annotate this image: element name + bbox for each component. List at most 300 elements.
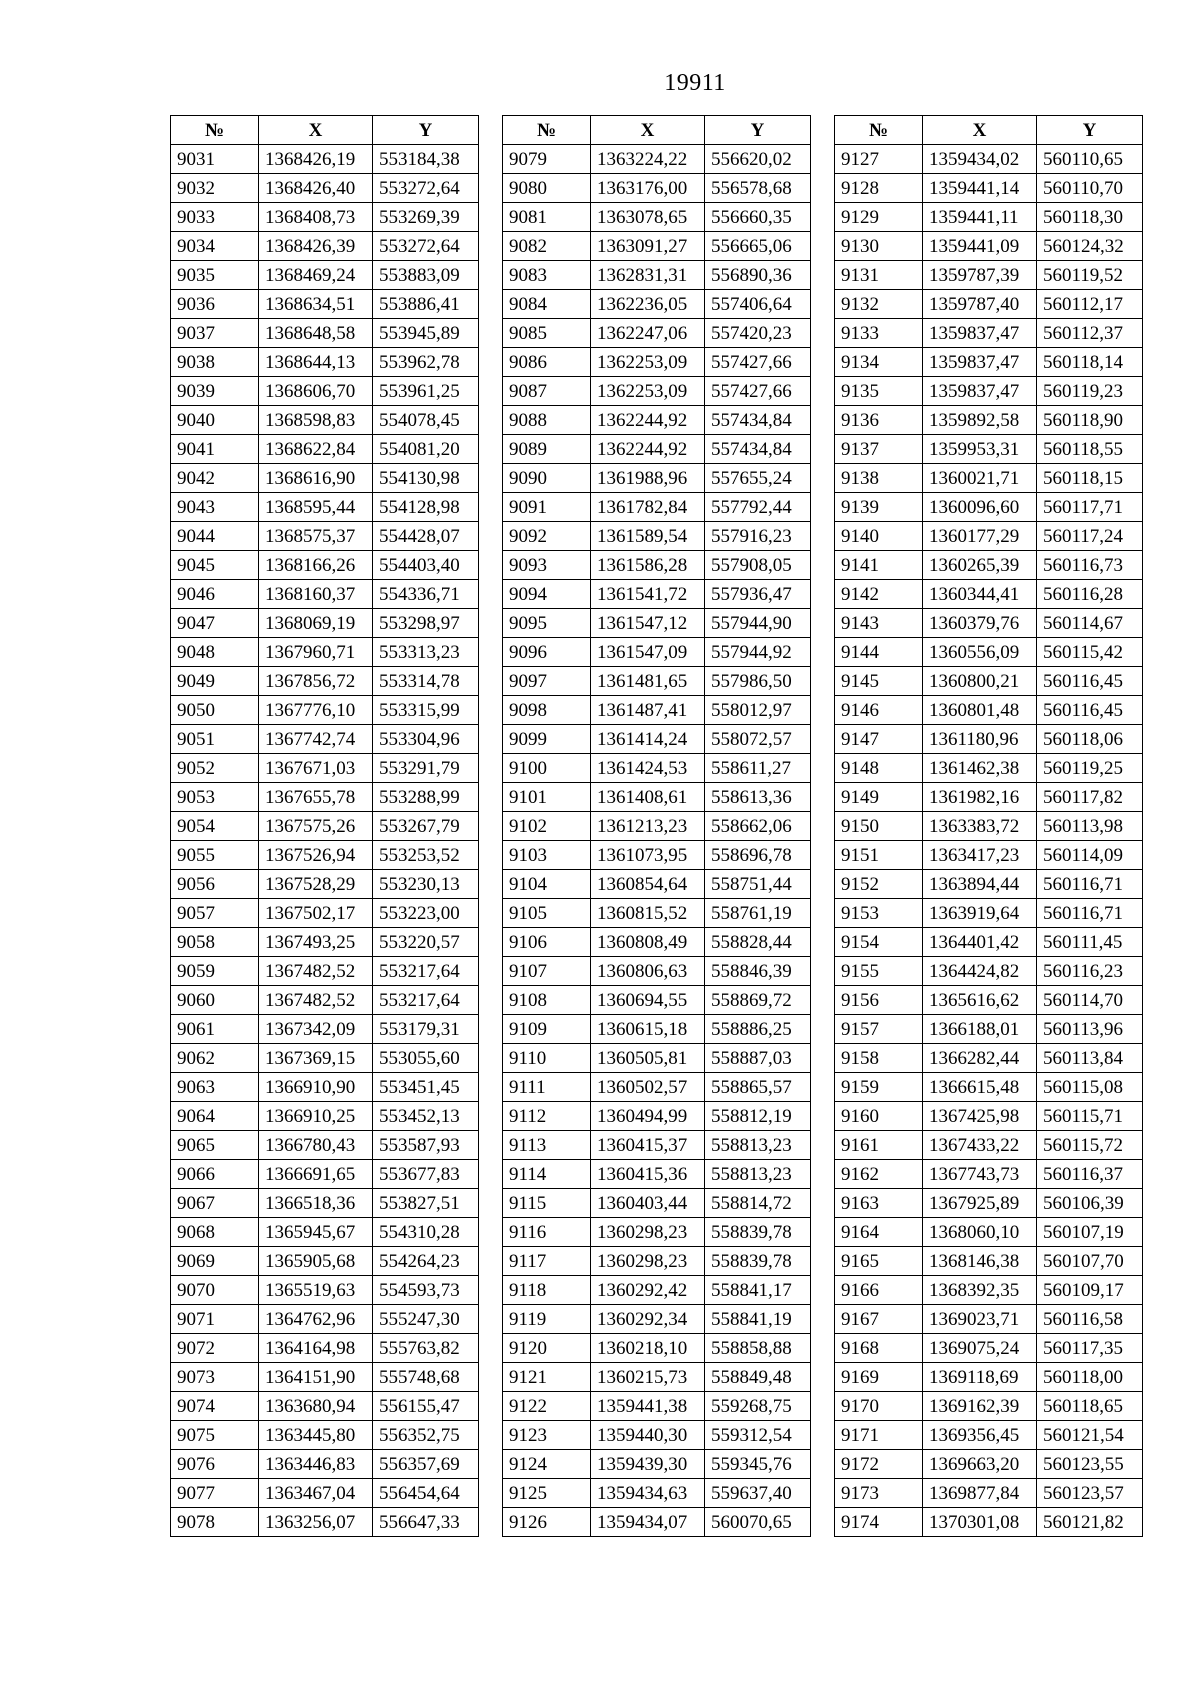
point-number-cell: 9136: [835, 406, 923, 435]
point-number-cell: 9173: [835, 1479, 923, 1508]
table-row: [171, 377, 479, 406]
x-coordinate-cell: 1367526,94: [259, 841, 373, 870]
y-coordinate-cell: 560118,00: [1037, 1363, 1143, 1392]
point-number-cell: 9096: [503, 638, 591, 667]
y-coordinate-cell: 560116,71: [1037, 870, 1143, 899]
point-number-cell: 9114: [503, 1160, 591, 1189]
point-number-cell: 9110: [503, 1044, 591, 1073]
table-row: [503, 870, 811, 899]
x-coordinate-cell: 1364762,96: [259, 1305, 373, 1334]
y-coordinate-cell: 560119,52: [1037, 261, 1143, 290]
y-coordinate-cell: 553291,79: [373, 754, 479, 783]
y-coordinate-cell: 560121,82: [1037, 1508, 1143, 1537]
x-coordinate-cell: 1369023,71: [923, 1305, 1037, 1334]
y-coordinate-cell: 560116,37: [1037, 1160, 1143, 1189]
x-coordinate-cell: 1363383,72: [923, 812, 1037, 841]
table-row: [171, 783, 479, 812]
y-coordinate-cell: 554336,71: [373, 580, 479, 609]
x-coordinate-cell: 1360298,23: [591, 1218, 705, 1247]
table-row: [171, 1334, 479, 1363]
table-row: [503, 232, 811, 261]
point-number-cell: 9108: [503, 986, 591, 1015]
table-row: [835, 870, 1143, 899]
y-coordinate-cell: 560117,35: [1037, 1334, 1143, 1363]
y-coordinate-cell: 560110,65: [1037, 145, 1143, 174]
y-coordinate-cell: 553315,99: [373, 696, 479, 725]
table-row: [171, 580, 479, 609]
point-number-cell: 9130: [835, 232, 923, 261]
x-coordinate-cell: 1361547,12: [591, 609, 705, 638]
y-coordinate-cell: 559345,76: [705, 1450, 811, 1479]
x-coordinate-cell: 1359434,07: [591, 1508, 705, 1537]
y-coordinate-cell: 560116,45: [1037, 667, 1143, 696]
point-number-cell: 9169: [835, 1363, 923, 1392]
x-coordinate-cell: 1368408,73: [259, 203, 373, 232]
x-coordinate-cell: 1361073,95: [591, 841, 705, 870]
y-coordinate-cell: 553272,64: [373, 232, 479, 261]
y-coordinate-cell: 558839,78: [705, 1247, 811, 1276]
table-row: [835, 928, 1143, 957]
point-number-cell: 9061: [171, 1015, 259, 1044]
table-row: [835, 609, 1143, 638]
point-number-cell: 9118: [503, 1276, 591, 1305]
x-coordinate-cell: 1363919,64: [923, 899, 1037, 928]
x-coordinate-cell: 1361180,96: [923, 725, 1037, 754]
x-coordinate-cell: 1362831,31: [591, 261, 705, 290]
point-number-cell: 9062: [171, 1044, 259, 1073]
table-row: [171, 1015, 479, 1044]
point-number-cell: 9058: [171, 928, 259, 957]
table-row: [171, 812, 479, 841]
point-number-cell: 9073: [171, 1363, 259, 1392]
table-row: [503, 1276, 811, 1305]
y-coordinate-cell: 553961,25: [373, 377, 479, 406]
x-coordinate-cell: 1360505,81: [591, 1044, 705, 1073]
table-row: [835, 1305, 1143, 1334]
x-coordinate-cell: 1361988,96: [591, 464, 705, 493]
point-number-cell: 9067: [171, 1189, 259, 1218]
y-coordinate-cell: 556647,33: [373, 1508, 479, 1537]
x-coordinate-cell: 1359434,63: [591, 1479, 705, 1508]
table-row: [171, 1450, 479, 1479]
table-row: [503, 174, 811, 203]
x-coordinate-cell: 1364424,82: [923, 957, 1037, 986]
table-row: [171, 1363, 479, 1392]
y-coordinate-cell: 560070,65: [705, 1508, 811, 1537]
x-coordinate-cell: 1367425,98: [923, 1102, 1037, 1131]
table-header-row: [171, 116, 479, 145]
y-coordinate-cell: 553230,13: [373, 870, 479, 899]
point-number-cell: 9040: [171, 406, 259, 435]
table-row: [835, 290, 1143, 319]
x-coordinate-cell: 1360615,18: [591, 1015, 705, 1044]
point-number-cell: 9154: [835, 928, 923, 957]
y-coordinate-cell: 554593,73: [373, 1276, 479, 1305]
point-number-cell: 9047: [171, 609, 259, 638]
point-number-cell: 9115: [503, 1189, 591, 1218]
point-number-cell: 9093: [503, 551, 591, 580]
point-number-cell: 9150: [835, 812, 923, 841]
table-row: [503, 1044, 811, 1073]
table-row: [835, 1218, 1143, 1247]
table-row: [835, 841, 1143, 870]
table-row: [835, 464, 1143, 493]
point-number-cell: 9048: [171, 638, 259, 667]
x-coordinate-cell: 1368166,26: [259, 551, 373, 580]
point-number-cell: 9087: [503, 377, 591, 406]
point-number-cell: 9083: [503, 261, 591, 290]
table-row: [503, 551, 811, 580]
x-coordinate-cell: 1368469,24: [259, 261, 373, 290]
table-row: [835, 1073, 1143, 1102]
point-number-cell: 9103: [503, 841, 591, 870]
x-coordinate-cell: 1366780,43: [259, 1131, 373, 1160]
y-coordinate-cell: 560114,70: [1037, 986, 1143, 1015]
point-number-cell: 9161: [835, 1131, 923, 1160]
point-number-cell: 9044: [171, 522, 259, 551]
x-coordinate-cell: 1359953,31: [923, 435, 1037, 464]
y-coordinate-cell: 556665,06: [705, 232, 811, 261]
point-number-cell: 9043: [171, 493, 259, 522]
y-coordinate-cell: 560111,45: [1037, 928, 1143, 957]
point-number-cell: 9056: [171, 870, 259, 899]
table-row: [171, 1305, 479, 1334]
table-row: [503, 145, 811, 174]
y-coordinate-cell: 560118,90: [1037, 406, 1143, 435]
y-coordinate-cell: 557434,84: [705, 406, 811, 435]
point-number-cell: 9098: [503, 696, 591, 725]
y-coordinate-cell: 558839,78: [705, 1218, 811, 1247]
y-coordinate-cell: 560107,70: [1037, 1247, 1143, 1276]
point-number-cell: 9134: [835, 348, 923, 377]
y-coordinate-cell: 557936,47: [705, 580, 811, 609]
point-number-cell: 9128: [835, 174, 923, 203]
table-row: [835, 696, 1143, 725]
point-number-cell: 9112: [503, 1102, 591, 1131]
x-coordinate-cell: 1367655,78: [259, 783, 373, 812]
x-coordinate-cell: 1365945,67: [259, 1218, 373, 1247]
x-coordinate-cell: 1360494,99: [591, 1102, 705, 1131]
x-coordinate-cell: 1360806,63: [591, 957, 705, 986]
x-coordinate-cell: 1362253,09: [591, 377, 705, 406]
x-coordinate-cell: 1369075,24: [923, 1334, 1037, 1363]
point-number-cell: 9143: [835, 609, 923, 638]
x-coordinate-cell: 1363446,83: [259, 1450, 373, 1479]
x-coordinate-cell: 1367925,89: [923, 1189, 1037, 1218]
point-number-cell: 9036: [171, 290, 259, 319]
point-number-cell: 9042: [171, 464, 259, 493]
y-coordinate-cell: 553962,78: [373, 348, 479, 377]
x-coordinate-cell: 1367776,10: [259, 696, 373, 725]
table-row: [171, 1247, 479, 1276]
table-row: [171, 1218, 479, 1247]
y-coordinate-cell: 553945,89: [373, 319, 479, 348]
table-row: [171, 1102, 479, 1131]
y-coordinate-cell: 560106,39: [1037, 1189, 1143, 1218]
point-number-cell: 9171: [835, 1421, 923, 1450]
x-coordinate-cell: 1362247,06: [591, 319, 705, 348]
table-row: [171, 203, 479, 232]
table-row: [503, 1102, 811, 1131]
x-coordinate-cell: 1368146,38: [923, 1247, 1037, 1276]
table-row: [171, 145, 479, 174]
x-coordinate-cell: 1365616,62: [923, 986, 1037, 1015]
header-number: №: [503, 116, 591, 145]
point-number-cell: 9168: [835, 1334, 923, 1363]
point-number-cell: 9046: [171, 580, 259, 609]
x-coordinate-cell: 1363417,23: [923, 841, 1037, 870]
point-number-cell: 9167: [835, 1305, 923, 1334]
x-coordinate-cell: 1360854,64: [591, 870, 705, 899]
table-row: [503, 783, 811, 812]
point-number-cell: 9122: [503, 1392, 591, 1421]
point-number-cell: 9055: [171, 841, 259, 870]
coordinates-table-3: [834, 115, 1143, 1537]
y-coordinate-cell: 560123,55: [1037, 1450, 1143, 1479]
x-coordinate-cell: 1362244,92: [591, 435, 705, 464]
point-number-cell: 9165: [835, 1247, 923, 1276]
x-coordinate-cell: 1361213,23: [591, 812, 705, 841]
table-row: [835, 319, 1143, 348]
x-coordinate-cell: 1367369,15: [259, 1044, 373, 1073]
y-coordinate-cell: 557944,92: [705, 638, 811, 667]
point-number-cell: 9084: [503, 290, 591, 319]
y-coordinate-cell: 560119,25: [1037, 754, 1143, 783]
table-row: [835, 348, 1143, 377]
table-row: [835, 1131, 1143, 1160]
table-row: [835, 145, 1143, 174]
table-row: [503, 1131, 811, 1160]
x-coordinate-cell: 1369356,45: [923, 1421, 1037, 1450]
point-number-cell: 9071: [171, 1305, 259, 1334]
table-row: [503, 986, 811, 1015]
y-coordinate-cell: 554128,98: [373, 493, 479, 522]
point-number-cell: 9148: [835, 754, 923, 783]
y-coordinate-cell: 560118,30: [1037, 203, 1143, 232]
point-number-cell: 9089: [503, 435, 591, 464]
y-coordinate-cell: 553253,52: [373, 841, 479, 870]
y-coordinate-cell: 560118,06: [1037, 725, 1143, 754]
x-coordinate-cell: 1359837,47: [923, 377, 1037, 406]
x-coordinate-cell: 1360298,23: [591, 1247, 705, 1276]
point-number-cell: 9059: [171, 957, 259, 986]
x-coordinate-cell: 1361462,38: [923, 754, 1037, 783]
y-coordinate-cell: 553587,93: [373, 1131, 479, 1160]
y-coordinate-cell: 558828,44: [705, 928, 811, 957]
table-row: [835, 1015, 1143, 1044]
y-coordinate-cell: 554081,20: [373, 435, 479, 464]
point-number-cell: 9113: [503, 1131, 591, 1160]
point-number-cell: 9127: [835, 145, 923, 174]
y-coordinate-cell: 553313,23: [373, 638, 479, 667]
table-row: [503, 290, 811, 319]
table-row: [171, 551, 479, 580]
point-number-cell: 9125: [503, 1479, 591, 1508]
y-coordinate-cell: 560118,55: [1037, 435, 1143, 464]
x-coordinate-cell: 1363256,07: [259, 1508, 373, 1537]
y-coordinate-cell: 553272,64: [373, 174, 479, 203]
x-coordinate-cell: 1368595,44: [259, 493, 373, 522]
table-row: [835, 203, 1143, 232]
x-coordinate-cell: 1368648,58: [259, 319, 373, 348]
x-coordinate-cell: 1366691,65: [259, 1160, 373, 1189]
x-coordinate-cell: 1367482,52: [259, 957, 373, 986]
table-row: [503, 1363, 811, 1392]
y-coordinate-cell: 555763,82: [373, 1334, 479, 1363]
x-coordinate-cell: 1368392,35: [923, 1276, 1037, 1305]
header-y: Y: [1037, 116, 1143, 145]
x-coordinate-cell: 1359441,11: [923, 203, 1037, 232]
table-row: [835, 1392, 1143, 1421]
table-row: [835, 725, 1143, 754]
y-coordinate-cell: 558846,39: [705, 957, 811, 986]
table-row: [503, 696, 811, 725]
x-coordinate-cell: 1359441,38: [591, 1392, 705, 1421]
point-number-cell: 9151: [835, 841, 923, 870]
table-row: [171, 986, 479, 1015]
table-row: [503, 1450, 811, 1479]
point-number-cell: 9085: [503, 319, 591, 348]
table-row: [835, 580, 1143, 609]
point-number-cell: 9050: [171, 696, 259, 725]
y-coordinate-cell: 553217,64: [373, 957, 479, 986]
y-coordinate-cell: 558813,23: [705, 1131, 811, 1160]
page-number: 19911: [664, 70, 726, 96]
table-row: [835, 783, 1143, 812]
x-coordinate-cell: 1363176,00: [591, 174, 705, 203]
table-row: [835, 522, 1143, 551]
x-coordinate-cell: 1367742,74: [259, 725, 373, 754]
point-number-cell: 9172: [835, 1450, 923, 1479]
table-row: [835, 1102, 1143, 1131]
point-number-cell: 9076: [171, 1450, 259, 1479]
point-number-cell: 9064: [171, 1102, 259, 1131]
y-coordinate-cell: 560117,71: [1037, 493, 1143, 522]
point-number-cell: 9144: [835, 638, 923, 667]
y-coordinate-cell: 560110,70: [1037, 174, 1143, 203]
y-coordinate-cell: 558869,72: [705, 986, 811, 1015]
table-row: [171, 290, 479, 319]
table-row: [171, 754, 479, 783]
x-coordinate-cell: 1363467,04: [259, 1479, 373, 1508]
point-number-cell: 9035: [171, 261, 259, 290]
x-coordinate-cell: 1367493,25: [259, 928, 373, 957]
x-coordinate-cell: 1366615,48: [923, 1073, 1037, 1102]
header-number: №: [835, 116, 923, 145]
point-number-cell: 9094: [503, 580, 591, 609]
y-coordinate-cell: 554264,23: [373, 1247, 479, 1276]
y-coordinate-cell: 559268,75: [705, 1392, 811, 1421]
x-coordinate-cell: 1359787,40: [923, 290, 1037, 319]
y-coordinate-cell: 560113,96: [1037, 1015, 1143, 1044]
x-coordinate-cell: 1360344,41: [923, 580, 1037, 609]
table-row: [835, 493, 1143, 522]
table-row: [835, 232, 1143, 261]
table-row: [835, 638, 1143, 667]
y-coordinate-cell: 558841,17: [705, 1276, 811, 1305]
table-row: [835, 1276, 1143, 1305]
y-coordinate-cell: 553267,79: [373, 812, 479, 841]
x-coordinate-cell: 1360096,60: [923, 493, 1037, 522]
table-row: [503, 754, 811, 783]
x-coordinate-cell: 1368598,83: [259, 406, 373, 435]
point-number-cell: 9100: [503, 754, 591, 783]
point-number-cell: 9126: [503, 1508, 591, 1537]
point-number-cell: 9074: [171, 1392, 259, 1421]
y-coordinate-cell: 558814,72: [705, 1189, 811, 1218]
x-coordinate-cell: 1368575,37: [259, 522, 373, 551]
point-number-cell: 9137: [835, 435, 923, 464]
point-number-cell: 9124: [503, 1450, 591, 1479]
table-row: [835, 406, 1143, 435]
x-coordinate-cell: 1360021,71: [923, 464, 1037, 493]
point-number-cell: 9075: [171, 1421, 259, 1450]
point-number-cell: 9088: [503, 406, 591, 435]
point-number-cell: 9158: [835, 1044, 923, 1073]
x-coordinate-cell: 1360218,10: [591, 1334, 705, 1363]
y-coordinate-cell: 558751,44: [705, 870, 811, 899]
point-number-cell: 9111: [503, 1073, 591, 1102]
x-coordinate-cell: 1360292,42: [591, 1276, 705, 1305]
point-number-cell: 9105: [503, 899, 591, 928]
table-row: [835, 1508, 1143, 1537]
point-number-cell: 9159: [835, 1073, 923, 1102]
x-coordinate-cell: 1368426,39: [259, 232, 373, 261]
point-number-cell: 9079: [503, 145, 591, 174]
x-coordinate-cell: 1360292,34: [591, 1305, 705, 1334]
x-coordinate-cell: 1367575,26: [259, 812, 373, 841]
table-row: [835, 377, 1143, 406]
x-coordinate-cell: 1359441,09: [923, 232, 1037, 261]
table-row: [835, 1044, 1143, 1073]
y-coordinate-cell: 553184,38: [373, 145, 479, 174]
table-row: [171, 609, 479, 638]
table-row: [503, 1392, 811, 1421]
table-row: [835, 812, 1143, 841]
y-coordinate-cell: 560115,42: [1037, 638, 1143, 667]
table-row: [835, 899, 1143, 928]
point-number-cell: 9081: [503, 203, 591, 232]
x-coordinate-cell: 1360556,09: [923, 638, 1037, 667]
y-coordinate-cell: 558761,19: [705, 899, 811, 928]
table-row: [171, 464, 479, 493]
y-coordinate-cell: 560115,71: [1037, 1102, 1143, 1131]
point-number-cell: 9068: [171, 1218, 259, 1247]
y-coordinate-cell: 558613,36: [705, 783, 811, 812]
point-number-cell: 9121: [503, 1363, 591, 1392]
x-coordinate-cell: 1365519,63: [259, 1276, 373, 1305]
y-coordinate-cell: 556155,47: [373, 1392, 479, 1421]
y-coordinate-cell: 554078,45: [373, 406, 479, 435]
point-number-cell: 9072: [171, 1334, 259, 1363]
x-coordinate-cell: 1360808,49: [591, 928, 705, 957]
y-coordinate-cell: 553883,09: [373, 261, 479, 290]
x-coordinate-cell: 1366282,44: [923, 1044, 1037, 1073]
table-row: [835, 1247, 1143, 1276]
table-row: [171, 1392, 479, 1421]
point-number-cell: 9141: [835, 551, 923, 580]
x-coordinate-cell: 1360801,48: [923, 696, 1037, 725]
x-coordinate-cell: 1361982,16: [923, 783, 1037, 812]
table-row: [171, 493, 479, 522]
table-row: [503, 899, 811, 928]
table-row: [171, 928, 479, 957]
x-coordinate-cell: 1362236,05: [591, 290, 705, 319]
table-row: [503, 1073, 811, 1102]
point-number-cell: 9149: [835, 783, 923, 812]
point-number-cell: 9052: [171, 754, 259, 783]
x-coordinate-cell: 1363078,65: [591, 203, 705, 232]
